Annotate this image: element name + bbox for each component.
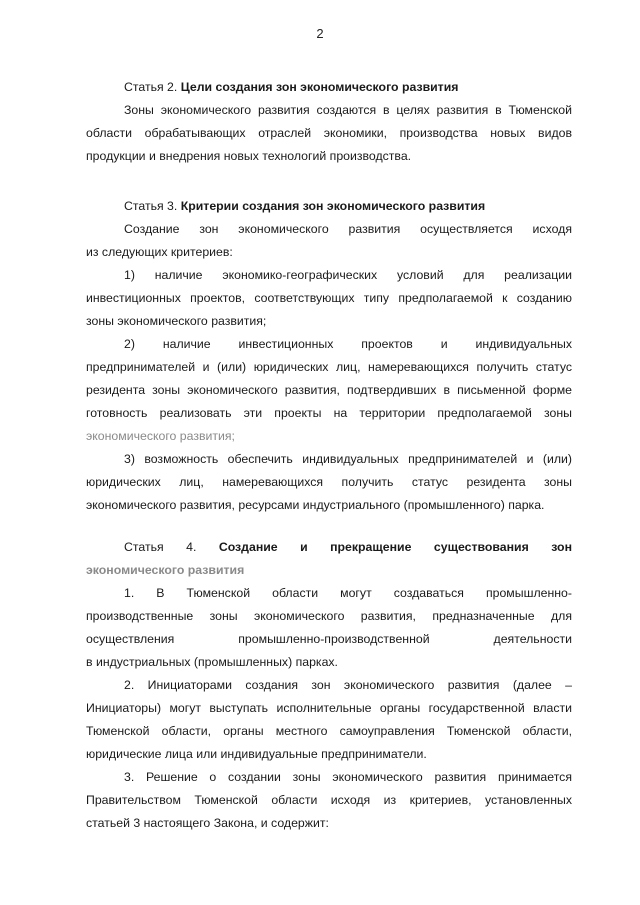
list-item-line: Правительством Тюменской области исходя из критериев, установленных	[86, 793, 572, 807]
list-item-line: экономического развития;	[86, 429, 235, 443]
article-3-heading	[86, 195, 572, 218]
list-item-line: готовность реализовать эти проекты на территории предполагаемой зоны	[86, 406, 572, 420]
list-item-line: Тюменской области, органы местного самоуправления Тюменской области,	[86, 724, 572, 738]
paragraph-line: Зоны экономического развития создаются в целях развития в Тюменской	[124, 103, 572, 117]
article-4-heading	[86, 536, 572, 559]
list-item-line: юридических лиц, намеревающихся получить статус резидента зоны	[86, 475, 572, 489]
document-body	[86, 76, 572, 835]
list-item-line: осуществления промышленно-производственной деятельности	[86, 632, 572, 646]
article-4-title-line2: экономического развития	[86, 563, 245, 577]
page-number: 2	[316, 26, 324, 41]
list-item-line: в индустриальных (промышленных) парках.	[86, 655, 338, 669]
paragraph-line: продукции и внедрения новых технологий производства.	[86, 149, 412, 163]
list-item-line: резидента зоны экономического развития, подтвердивших в письменной форме	[86, 383, 572, 397]
list-item-line: Инициаторы) могут выступать исполнительные органы государственной власти	[86, 701, 572, 715]
list-item-line: инвестиционных проектов, соответствующих типу предполагаемой к созданию	[86, 291, 572, 305]
paragraph-line: Создание зон экономического развития осуществляется исходя	[124, 222, 572, 236]
list-item-line: 2) наличие инвестиционных проектов и индивидуальных	[124, 337, 572, 351]
list-item-line: 1) наличие экономико-географических условий для реализации	[124, 268, 572, 282]
paragraph-line: из следующих критериев:	[86, 245, 233, 259]
list-item-line: производственные зоны экономического развития, предназначенные для	[86, 609, 572, 623]
article-4-title-line1: Создание и прекращение существования зон	[218, 540, 572, 554]
list-item-line: 2. Инициаторами создания зон экономического развития (далее –	[124, 678, 572, 692]
article-2-prefix: Статья 2.	[124, 80, 178, 94]
list-item-line: статьей 3 настоящего Закона, и содержит:	[86, 816, 329, 830]
list-item-line: предпринимателей и (или) юридических лиц, намеревающихся получить статус	[86, 360, 572, 374]
list-item-line: юридические лица или индивидуальные предприниматели.	[86, 747, 427, 761]
article-3-title: Критерии создания зон экономического развития	[180, 199, 486, 213]
article-2-title: Цели создания зон экономического развития	[180, 80, 459, 94]
list-item-line: зоны экономического развития;	[86, 314, 267, 328]
article-3-prefix: Статья 3.	[124, 199, 178, 213]
list-item-line: экономического развития, ресурсами индустриального (промышленного) парка.	[86, 498, 545, 512]
paragraph-line: области обрабатывающих отраслей экономики, производства новых видов	[86, 126, 572, 140]
article-4-prefix: Статья 4.	[124, 540, 197, 554]
list-item-line: 1. В Тюменской области могут создаваться промышленно-	[124, 586, 572, 600]
list-item-line: 3. Решение о создании зоны экономического развития принимается	[124, 770, 572, 784]
list-item-line: 3) возможность обеспечить индивидуальных предпринимателей и (или)	[124, 452, 572, 466]
article-2-heading	[86, 76, 572, 99]
